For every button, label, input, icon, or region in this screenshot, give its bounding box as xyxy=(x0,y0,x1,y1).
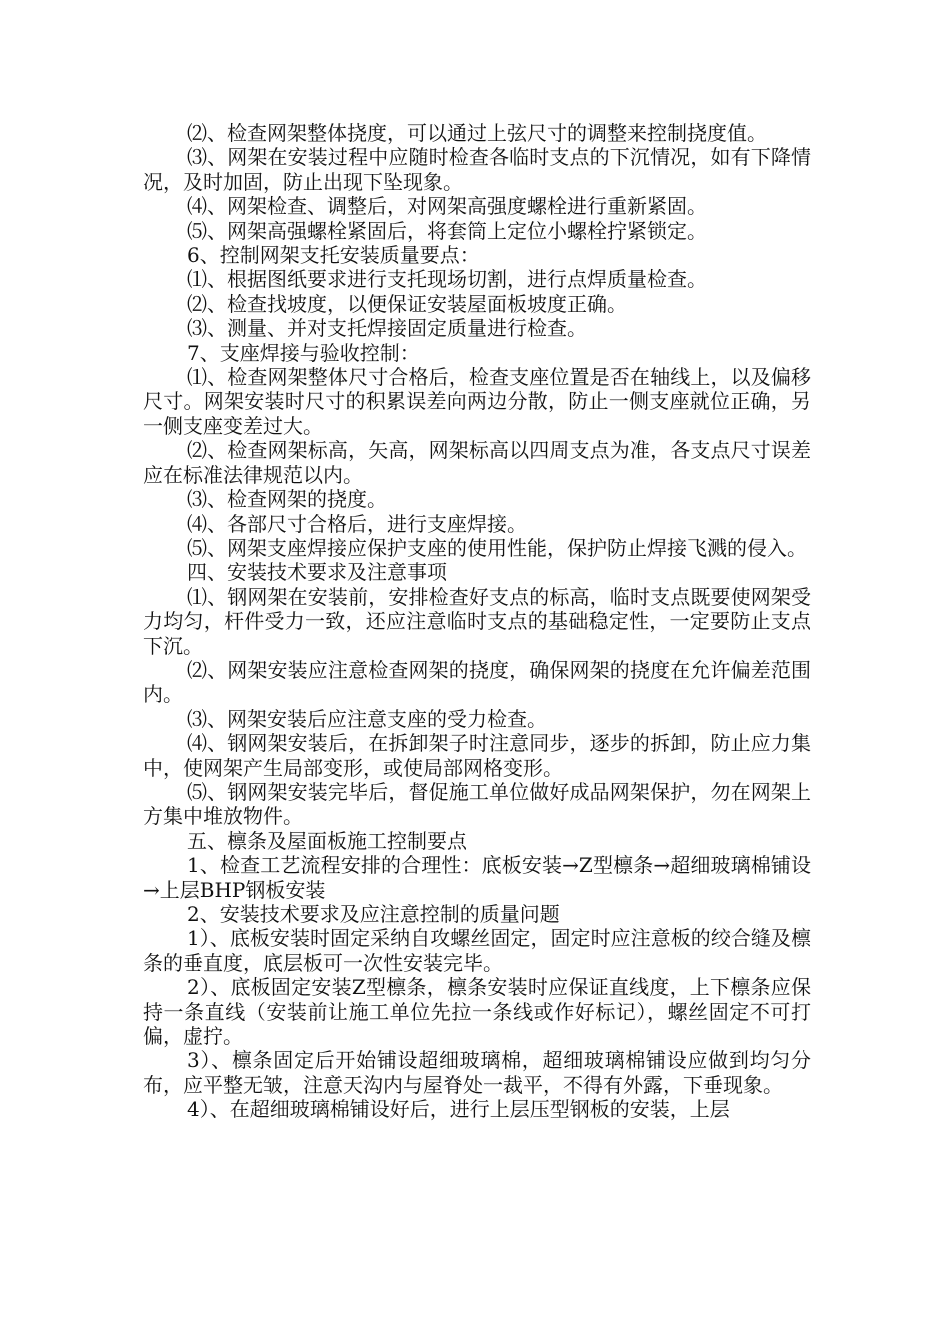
document-body xyxy=(143,121,811,1122)
paragraph: ⑸、钢网架安装完毕后，督促施工单位做好成品网架保护，勿在网架上方集中堆放物件。 xyxy=(143,779,811,829)
paragraph: ⑵、检查找坡度，以便保证安装屋面板坡度正确。 xyxy=(187,291,627,316)
paragraph: ⑴、根据图纸要求进行支托现场切割，进行点焊质量检查。 xyxy=(187,267,707,292)
paragraph: ⑷、钢网架安装后，在拆卸架子时注意同步，逐步的拆卸，防止应力集中，使网架产生局部变形，或使局部网格变形。 xyxy=(143,731,811,780)
paragraph: 1、检查工艺流程安排的合理性：底板安装→Z型檩条→超细玻璃棉铺设→上层BHP钢板安装 xyxy=(143,853,811,902)
paragraph: ⑶、测量、并对支托焊接固定质量进行检查。 xyxy=(187,316,587,341)
section-heading: 6、控制网架支托安装质量要点： xyxy=(187,243,480,268)
paragraph: ⑵、检查网架整体挠度，可以通过上弦尺寸的调整来控制挠度值。 xyxy=(187,121,767,145)
paragraph: ⑵、网架安装应注意检查网架的挠度，确保网架的挠度在允许偏差范围内。 xyxy=(143,657,811,707)
paragraph: ⑴、钢网架在安装前，安排检查好支点的标高，临时支点既要使网架受力均匀，杆件受力一致，还应注意临时支点的基础稳定性，一定要防止支点下沉。 xyxy=(143,584,811,658)
paragraph: ⑶、网架安装后应注意支座的受力检查。 xyxy=(187,706,547,731)
section-heading: 7、支座焊接与验收控制： xyxy=(187,340,420,365)
paragraph: ⑸、网架支座焊接应保护支座的使用性能，保护防止焊接飞溅的侵入。 xyxy=(187,535,807,560)
paragraph: 2）、底板固定安装Z型檩条，檩条安装时应保证直线度，上下檩条应保持一条直线（安装前让施工单位先拉一条线或作好标记），螺丝固定不可打偏，虚拧。 xyxy=(143,975,811,1049)
paragraph: 3）、檩条固定后开始铺设超细玻璃棉，超细玻璃棉铺设应做到均匀分布，应平整无皱，注意天沟内与屋脊处一裁平，不得有外露，下垂现象。 xyxy=(143,1048,811,1097)
section-heading: 五、檩条及屋面板施工控制要点 xyxy=(187,828,467,853)
paragraph: 1）、底板安装时固定采纳自攻螺丝固定，固定时应注意板的绞合缝及檩条的垂直度，底层板可一次性安装完毕。 xyxy=(143,926,811,975)
paragraph: ⑶、网架在安装过程中应随时检查各临时支点的下沉情况，如有下降情况，及时加固，防止出现下坠现象。 xyxy=(143,145,811,194)
section-heading: 2、安装技术要求及应注意控制的质量问题 xyxy=(187,902,560,926)
paragraph: ⑶、检查网架的挠度。 xyxy=(187,487,387,512)
paragraph: ⑸、网架高强螺栓紧固后，将套筒上定位小螺栓拧紧锁定。 xyxy=(187,218,707,243)
section-heading: 四、安装技术要求及注意事项 xyxy=(187,560,447,585)
paragraph: 4）、在超细玻璃棉铺设好后，进行上层压型钢板的安装，上层 xyxy=(187,1097,730,1122)
paragraph: ⑷、各部尺寸合格后，进行支座焊接。 xyxy=(187,511,527,536)
paragraph: ⑴、检查网架整体尺寸合格后，检查支座位置是否在轴线上，以及偏移尺寸。网架安装时尺寸的积累误差向两边分散，防止一侧支座就位正确，另一侧支座变差过大。 xyxy=(143,365,811,438)
paragraph: ⑷、网架检查、调整后，对网架高强度螺栓进行重新紧固。 xyxy=(187,194,707,219)
paragraph: ⑵、检查网架标高，矢高，网架标高以四周支点为准，各支点尺寸误差应在标准法律规范以内。 xyxy=(143,438,811,487)
